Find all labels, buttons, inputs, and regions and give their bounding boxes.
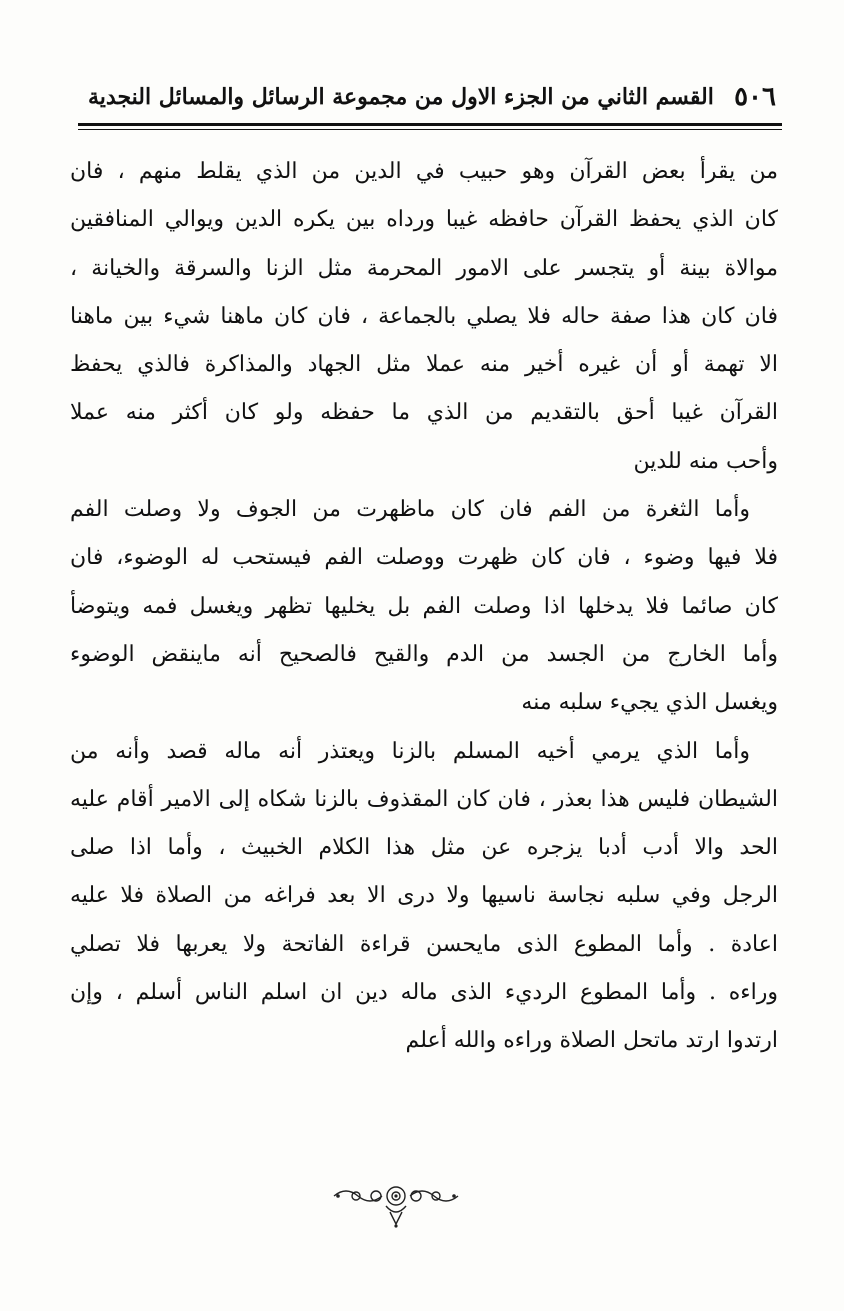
- text-line: وراءه . وأما المطوع الرديء الذى ماله دين ان اسلم الناس أسلم ، وإن: [70, 980, 778, 1006]
- page-number: ٥٠٦: [734, 82, 776, 112]
- text-line: القرآن غيبا أحق بالتقديم من الذي ما حفظه ولو كان أكثر منه عملا: [70, 400, 778, 426]
- text-line: فان كان هذا صفة حاله فلا يصلي بالجماعة ، فان كان ماهنا شيء بين ماهنا: [70, 303, 778, 329]
- text-line: وأما الخارج من الجسد من الدم والقيح فالصحيح أنه ماينقض الوضوء: [70, 641, 778, 667]
- running-title: القسم الثاني من الجزء الاول من مجموعة الرسائل والمسائل النجدية: [88, 84, 714, 110]
- text-line: وأحب منه للدين: [633, 448, 778, 474]
- floral-ornament-icon: [326, 1176, 466, 1230]
- text-line: الرجل وفي سلبه نجاسة ناسيها ولا درى الا بعد فراغه من الصلاة فلا عليه: [70, 883, 778, 909]
- paragraph-3: [70, 728, 778, 1066]
- text-line: الا تهمة أو أن غيره أخير منه عملا مثل الجهاد والمذاكرة فالذي يحفظ: [70, 352, 778, 378]
- text-line: وأما الذي يرمي أخيه المسلم بالزنا ويعتذر أنه ماله قصد وأنه من: [70, 738, 750, 764]
- text-line: فلا فيها وضوء ، فان كان ظهرت ووصلت الفم فيستحب له الوضوء، فان: [70, 545, 778, 571]
- text-line: اعادة . وأما المطوع الذى مايحسن قراءة الفاتحة ولا يعربها فلا تصلي: [70, 931, 778, 957]
- header-rule-thin: [78, 129, 782, 130]
- header-rule-thick: [78, 123, 782, 126]
- text-line: كان الذي يحفظ القرآن حافظه غيبا ورداه بين يكره الدين ويوالي المنافقين: [70, 207, 778, 233]
- text-line: ارتدوا ارتد ماتحل الصلاة وراءه والله أعلم: [405, 1028, 778, 1054]
- text-line: الشيطان فليس هذا بعذر ، فان كان المقذوف بالزنا شكاه إلى الامير أقام عليه: [70, 786, 778, 812]
- page-header: [78, 72, 784, 124]
- text-line: موالاة بينة أو يتجسر على الامور المحرمة مثل الزنا والسرقة والخيانة ،: [70, 255, 778, 281]
- text-line: ويغسل الذي يجيء سلبه منه: [521, 690, 778, 716]
- paragraph-2: [70, 486, 778, 727]
- text-line: من يقرأ بعض القرآن وهو حبيب في الدين من الذي يقلط منهم ، فان: [70, 159, 778, 184]
- body-text: [70, 148, 778, 1066]
- text-line: وأما الثغرة من الفم فان كان ماظهرت من الجوف ولا وصلت الفم: [70, 497, 750, 523]
- paragraph-1: [70, 148, 778, 486]
- text-line: كان صائما فلا يدخلها اذا وصلت الفم بل يخليها تظهر ويغسل فمه ويتوضأ: [70, 593, 778, 619]
- text-line: الحد والا أدب أدبا يزجره عن مثل هذا الكلام الخبيث ، وأما اذا صلى: [70, 835, 778, 861]
